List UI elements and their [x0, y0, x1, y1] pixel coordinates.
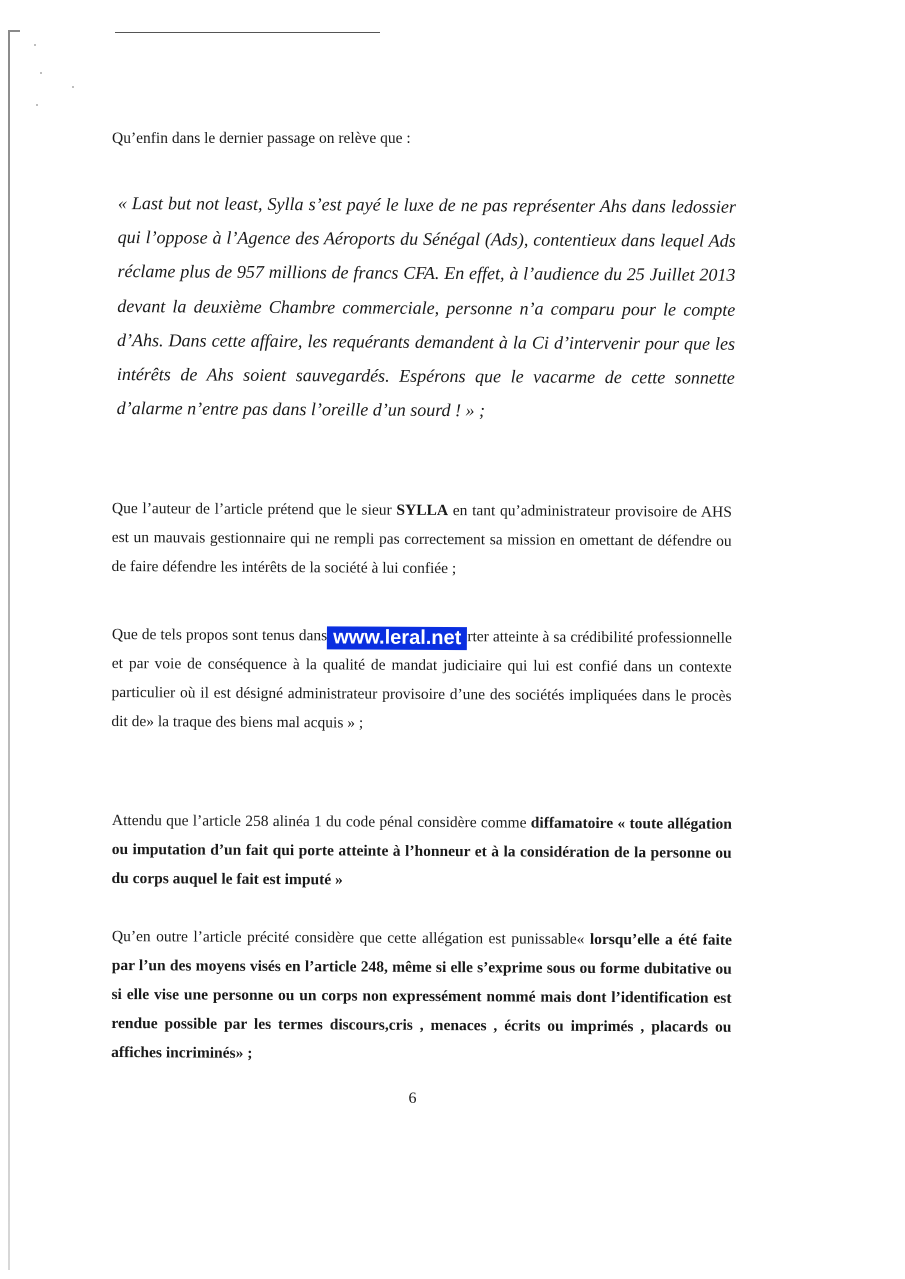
quoted-article-excerpt: « Last but not least, Sylla s’est payé le luxe de ne pas représenter Ahs dans ledossier qui l’oppose à l’Agence des Aéroports du Sénégal (Ads), contentieux dans lequel Ads réclame plus de 957 millions de francs CFA. En effet, à l’audience du 25 Juillet 2013 devant la deuxième Chambre commerciale, personne n’a comparu pour le compte d’Ahs. Dans cette affaire, les requérants demandent à la Ci d’intervenir pour que les intérêts de Ahs soient sauvegardés. Espérons que le vacarme de cette sonnette d’alarme n’entre pas dans l’oreille d’un sourd ! » ;: [116, 192, 736, 421]
watermark-banner: www.leral.net: [327, 626, 467, 650]
legal-citation: diffamatoire « toute allégation ou imputation d’un fait qui porte atteinte à l’honneur et à la considération de la personne ou du corps auquel le fait est imputé »: [111, 814, 732, 889]
paragraph-article-248: [111, 922, 732, 1071]
header-rule: [115, 32, 380, 33]
scan-speck: [40, 72, 42, 74]
scan-left-edge: [8, 30, 10, 1270]
scan-speck: [72, 86, 74, 88]
paragraph-text: Qu’en outre l’article précité considère que cette allégation est punissable«: [111, 927, 590, 948]
paragraph-text: Que l’auteur de l’article prétend que le sieur: [111, 499, 397, 519]
paragraph-author-claim: [111, 494, 732, 585]
paragraph-text: Que de tels propos sont tenus dans: [111, 625, 328, 645]
person-name: SYLLA: [396, 501, 449, 520]
paragraph-text: en tant qu’administrateur provisoire de AHS est un mauvais gestionnaire qui ne rempli pas correctement sa mission en omettant de défendre ou de faire défendre les intérêts de la société à lui confiée ;: [111, 502, 732, 578]
paragraph-text: rter atteinte à sa crédibilité professionnelle et par voie de conséquence à la qualité de mandat judiciaire qui lui est confié dans un contexte particulier où il est désigné administrateur provisoire d’une des sociétés impliquées dans le procès dit de» la traque des biens mal acquis » ;: [111, 628, 732, 732]
paragraph-text: Attendu que l’article 258 alinéa 1 du code pénal considère comme: [111, 811, 531, 832]
paragraph-article-258: [111, 806, 732, 897]
scan-speck: [34, 44, 36, 46]
legal-citation: lorsqu’elle a été faite par l’un des moyens visés en l’article 248, même si elle s’exprime sous ou forme dubitative ou si elle vise une personne ou un corps non expressément nommé mais dont l’identification est rendue possible par les termes discours,cris , menaces , écrits ou imprimés , placards ou affiches incriminés» ;: [111, 930, 732, 1062]
scan-speck: [36, 104, 38, 106]
intro-paragraph: Qu’enfin dans le dernier passage on relève que :: [112, 130, 411, 147]
paragraph-remarks: [111, 620, 732, 740]
scan-corner-mark: [8, 30, 20, 32]
page-number: 6: [408, 1090, 417, 1107]
